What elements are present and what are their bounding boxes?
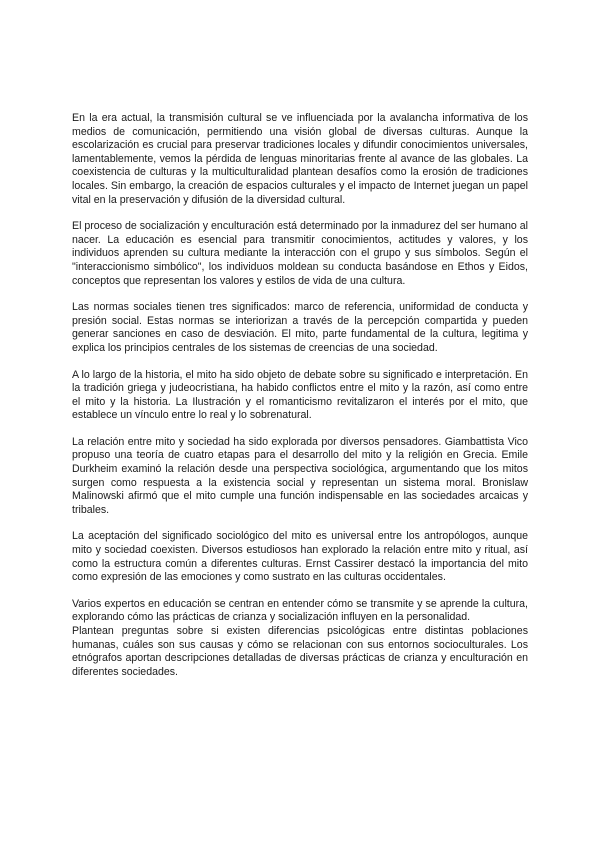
paragraph-myth-history: A lo largo de la historia, el mito ha sido objeto de debate sobre su significado e interpretación. En la tradición griega y judeocristiana, ha habido conflictos entre el mito y la razón, así como entre el mito y la historia. La Ilustración y el romanticismo revitalizaron el interés por el mito, que establece un vínculo entre lo real y lo sobrenatural. <box>72 368 528 422</box>
paragraph-education-experts: Varios expertos en educación se centran en entender cómo se transmite y se aprende la cultura, explorando cómo las prácticas de crianza y socialización influyen en la personalidad. <box>72 597 528 624</box>
document-body <box>72 112 528 692</box>
paragraph-social-norms: Las normas sociales tienen tres significados: marco de referencia, uniformidad de conducta y presión social. Estas normas se interiorizan a través de la percepción compartida y pueden generar sanciones en caso de desviación. El mito, parte fundamental de la cultura, legitima y explica los principios centrales de los sistemas de creencias de una sociedad. <box>72 301 528 354</box>
paragraph-cultural-transmission: En la era actual, la transmisión cultural se ve influenciada por la avalancha informativa de los medios de comunicación, permitiendo una visión global de diversas culturas. Aunque la escolarización es crucial para preservar tradiciones locales y difundir conocimientos universales, lamentablemente, vemos la pérdida de lenguas minoritarias frente al avance de las globales. La coexistencia de culturas y la multiculturalidad plantean desafíos como la erosión de tradiciones locales. Sin embargo, la creación de espacios culturales y el impacto de Internet juegan un papel vital en la preservación y difusión de la diversidad cultural. <box>72 112 528 206</box>
paragraph-socialization: El proceso de socialización y enculturación está determinado por la inmadurez del ser humano al nacer. La educación es esencial para transmitir conocimientos, actitudes y valores, y los individuos aprenden su cultura mediante la interacción con el grupo y sus símbolos. Según el "interaccionismo simbólico", los individuos moldean su conducta basándose en Ethos y Eidos, conceptos que representan los valores y estilos de vida de una cultura. <box>72 220 528 287</box>
paragraph-sociological-meaning: La aceptación del significado sociológico del mito es universal entre los antropólogos, aunque mito y sociedad coexisten. Diversos estudiosos han explorado la relación entre mito y ritual, así como la estructura común a diferentes culturas. Ernst Cassirer destacó la importancia del mito como expresión de las emociones y como sustrato en las culturas occidentales. <box>72 530 528 584</box>
paragraph-psychological-differences: Plantean preguntas sobre si existen diferencias psicológicas entre distintas poblaciones humanas, cuáles son sus causas y cómo se relacionan con sus entornos socioculturales. Los etnógrafos aportan descripciones detalladas de diversas prácticas de crianza y enculturación en diferentes sociedades. <box>72 625 528 678</box>
paragraph-myth-society: La relación entre mito y sociedad ha sido explorada por diversos pensadores. Giambattista Vico propuso una teoría de cuatro etapas para el desarrollo del mito y la religión en Grecia. Emile Durkheim examinó la relación desde una perspectiva sociológica, argumentando que los mitos surgen como respuesta a la existencia social y representan un sistema moral. Bronislaw Malinowski afirmó que el mito cumple una función indispensable en las sociedades arcaicas y tribales. <box>72 435 528 516</box>
